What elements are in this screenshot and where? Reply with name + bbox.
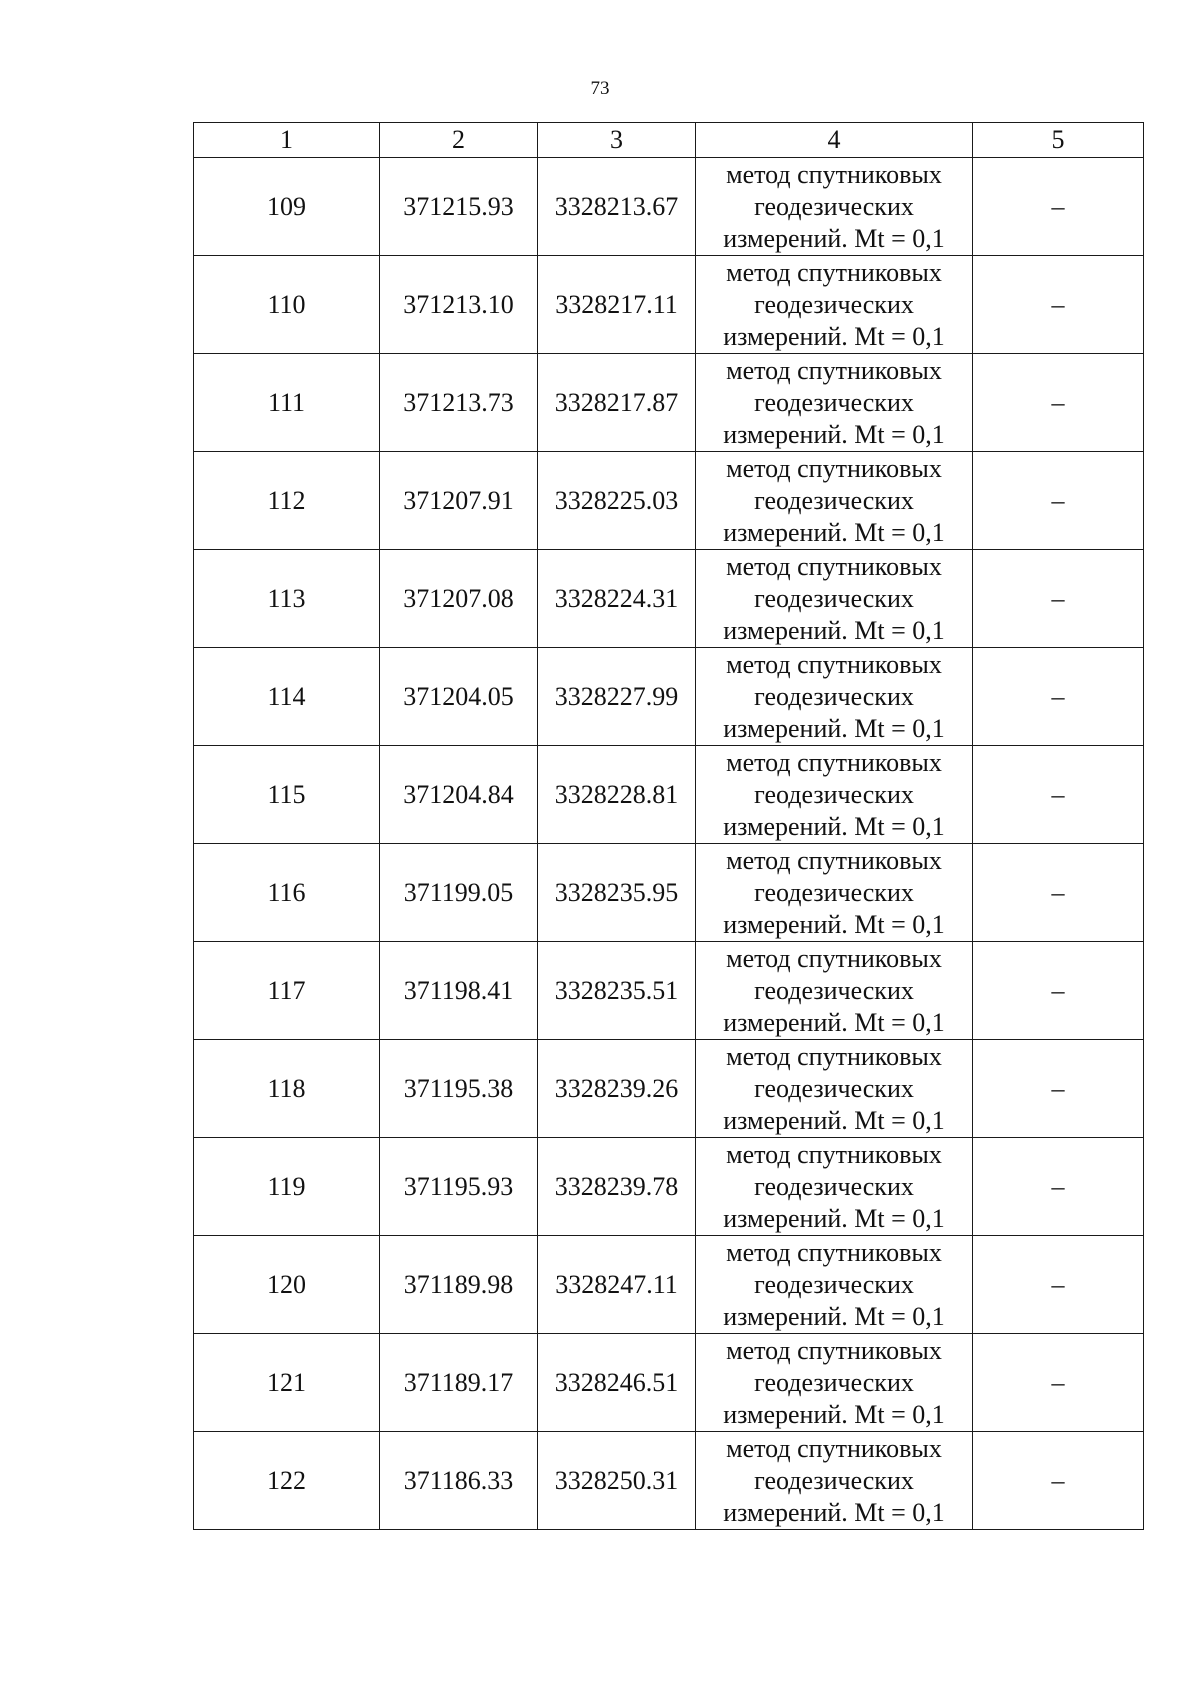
method-line: метод спутниковых [726, 747, 942, 777]
method-line: измерений. Mt = 0,1 [723, 223, 945, 253]
table-row [194, 942, 1144, 1040]
note-cell: – [973, 158, 1144, 256]
y-coordinate-cell: 3328224.31 [538, 550, 696, 648]
method-line: метод спутниковых [726, 159, 942, 189]
table-row [194, 256, 1144, 354]
method-line: измерений. Mt = 0,1 [723, 1203, 945, 1233]
note-cell: – [973, 256, 1144, 354]
method-line: метод спутниковых [726, 1335, 942, 1365]
y-coordinate-cell: 3328225.03 [538, 452, 696, 550]
method-cell [696, 452, 973, 550]
method-line: измерений. Mt = 0,1 [723, 713, 945, 743]
method-cell [696, 1040, 973, 1138]
note-cell: – [973, 1040, 1144, 1138]
x-coordinate-cell: 371199.05 [380, 844, 538, 942]
y-coordinate-cell: 3328235.51 [538, 942, 696, 1040]
method-line: метод спутниковых [726, 1433, 942, 1463]
method-line: измерений. Mt = 0,1 [723, 1105, 945, 1135]
y-coordinate-cell: 3328239.78 [538, 1138, 696, 1236]
x-coordinate-cell: 371198.41 [380, 942, 538, 1040]
method-line: геодезических [754, 1367, 914, 1397]
note-cell: – [973, 550, 1144, 648]
x-coordinate-cell: 371213.10 [380, 256, 538, 354]
note-cell: – [973, 1432, 1144, 1530]
method-cell [696, 648, 973, 746]
note-cell: – [973, 942, 1144, 1040]
x-coordinate-cell: 371213.73 [380, 354, 538, 452]
table-row [194, 1334, 1144, 1432]
x-coordinate-cell: 371189.17 [380, 1334, 538, 1432]
page-number: 73 [590, 78, 610, 99]
table-row [194, 452, 1144, 550]
method-line: измерений. Mt = 0,1 [723, 419, 945, 449]
note-cell: – [973, 452, 1144, 550]
method-line: геодезических [754, 779, 914, 809]
method-line: геодезических [754, 1073, 914, 1103]
method-cell [696, 158, 973, 256]
point-number-cell: 112 [194, 452, 380, 550]
point-number-cell: 118 [194, 1040, 380, 1138]
method-line: измерений. Mt = 0,1 [723, 517, 945, 547]
method-line: геодезических [754, 975, 914, 1005]
x-coordinate-cell: 371189.98 [380, 1236, 538, 1334]
y-coordinate-cell: 3328227.99 [538, 648, 696, 746]
method-line: геодезических [754, 583, 914, 613]
method-line: метод спутниковых [726, 845, 942, 875]
column-header-5: 5 [973, 123, 1144, 158]
y-coordinate-cell: 3328213.67 [538, 158, 696, 256]
method-line: измерений. Mt = 0,1 [723, 1301, 945, 1331]
method-line: геодезических [754, 681, 914, 711]
method-line: геодезических [754, 191, 914, 221]
y-coordinate-cell: 3328217.87 [538, 354, 696, 452]
method-cell [696, 1432, 973, 1530]
x-coordinate-cell: 371204.84 [380, 746, 538, 844]
method-cell [696, 746, 973, 844]
method-cell [696, 1334, 973, 1432]
note-cell: – [973, 1334, 1144, 1432]
table-body [194, 158, 1144, 1530]
method-line: геодезических [754, 387, 914, 417]
point-number-cell: 111 [194, 354, 380, 452]
coordinates-table [193, 122, 1144, 1530]
method-line: метод спутниковых [726, 1139, 942, 1169]
table-row [194, 354, 1144, 452]
y-coordinate-cell: 3328250.31 [538, 1432, 696, 1530]
note-cell: – [973, 1138, 1144, 1236]
y-coordinate-cell: 3328228.81 [538, 746, 696, 844]
table-row [194, 1138, 1144, 1236]
method-cell [696, 256, 973, 354]
method-line: геодезических [754, 877, 914, 907]
table-row [194, 158, 1144, 256]
point-number-cell: 122 [194, 1432, 380, 1530]
note-cell: – [973, 844, 1144, 942]
method-line: геодезических [754, 1465, 914, 1495]
table-row [194, 844, 1144, 942]
method-line: метод спутниковых [726, 355, 942, 385]
x-coordinate-cell: 371207.08 [380, 550, 538, 648]
method-cell [696, 1138, 973, 1236]
y-coordinate-cell: 3328239.26 [538, 1040, 696, 1138]
point-number-cell: 110 [194, 256, 380, 354]
table-row [194, 550, 1144, 648]
method-line: измерений. Mt = 0,1 [723, 1399, 945, 1429]
point-number-cell: 114 [194, 648, 380, 746]
point-number-cell: 113 [194, 550, 380, 648]
method-line: измерений. Mt = 0,1 [723, 615, 945, 645]
note-cell: – [973, 648, 1144, 746]
x-coordinate-cell: 371204.05 [380, 648, 538, 746]
method-line: метод спутниковых [726, 453, 942, 483]
x-coordinate-cell: 371207.91 [380, 452, 538, 550]
method-line: геодезических [754, 1171, 914, 1201]
point-number-cell: 121 [194, 1334, 380, 1432]
x-coordinate-cell: 371195.38 [380, 1040, 538, 1138]
table-row [194, 1040, 1144, 1138]
point-number-cell: 117 [194, 942, 380, 1040]
note-cell: – [973, 746, 1144, 844]
x-coordinate-cell: 371186.33 [380, 1432, 538, 1530]
method-line: метод спутниковых [726, 649, 942, 679]
table-row [194, 746, 1144, 844]
y-coordinate-cell: 3328246.51 [538, 1334, 696, 1432]
method-line: метод спутниковых [726, 551, 942, 581]
method-line: измерений. Mt = 0,1 [723, 321, 945, 351]
method-line: геодезических [754, 289, 914, 319]
note-cell: – [973, 1236, 1144, 1334]
table-row [194, 1432, 1144, 1530]
y-coordinate-cell: 3328247.11 [538, 1236, 696, 1334]
method-line: метод спутниковых [726, 257, 942, 287]
method-line: геодезических [754, 1269, 914, 1299]
method-line: измерений. Mt = 0,1 [723, 909, 945, 939]
point-number-cell: 116 [194, 844, 380, 942]
y-coordinate-cell: 3328235.95 [538, 844, 696, 942]
method-line: измерений. Mt = 0,1 [723, 1497, 945, 1527]
method-cell [696, 1236, 973, 1334]
y-coordinate-cell: 3328217.11 [538, 256, 696, 354]
method-cell [696, 550, 973, 648]
method-line: измерений. Mt = 0,1 [723, 811, 945, 841]
method-cell [696, 354, 973, 452]
method-line: геодезических [754, 485, 914, 515]
column-header-4: 4 [696, 123, 973, 158]
column-header-1: 1 [194, 123, 380, 158]
method-cell [696, 942, 973, 1040]
point-number-cell: 115 [194, 746, 380, 844]
method-line: измерений. Mt = 0,1 [723, 1007, 945, 1037]
point-number-cell: 120 [194, 1236, 380, 1334]
column-header-2: 2 [380, 123, 538, 158]
column-header-3: 3 [538, 123, 696, 158]
table-row [194, 648, 1144, 746]
method-cell [696, 844, 973, 942]
note-cell: – [973, 354, 1144, 452]
point-number-cell: 109 [194, 158, 380, 256]
x-coordinate-cell: 371195.93 [380, 1138, 538, 1236]
method-line: метод спутниковых [726, 943, 942, 973]
method-line: метод спутниковых [726, 1041, 942, 1071]
method-line: метод спутниковых [726, 1237, 942, 1267]
x-coordinate-cell: 371215.93 [380, 158, 538, 256]
point-number-cell: 119 [194, 1138, 380, 1236]
table-header-row [194, 123, 1144, 158]
table-row [194, 1236, 1144, 1334]
